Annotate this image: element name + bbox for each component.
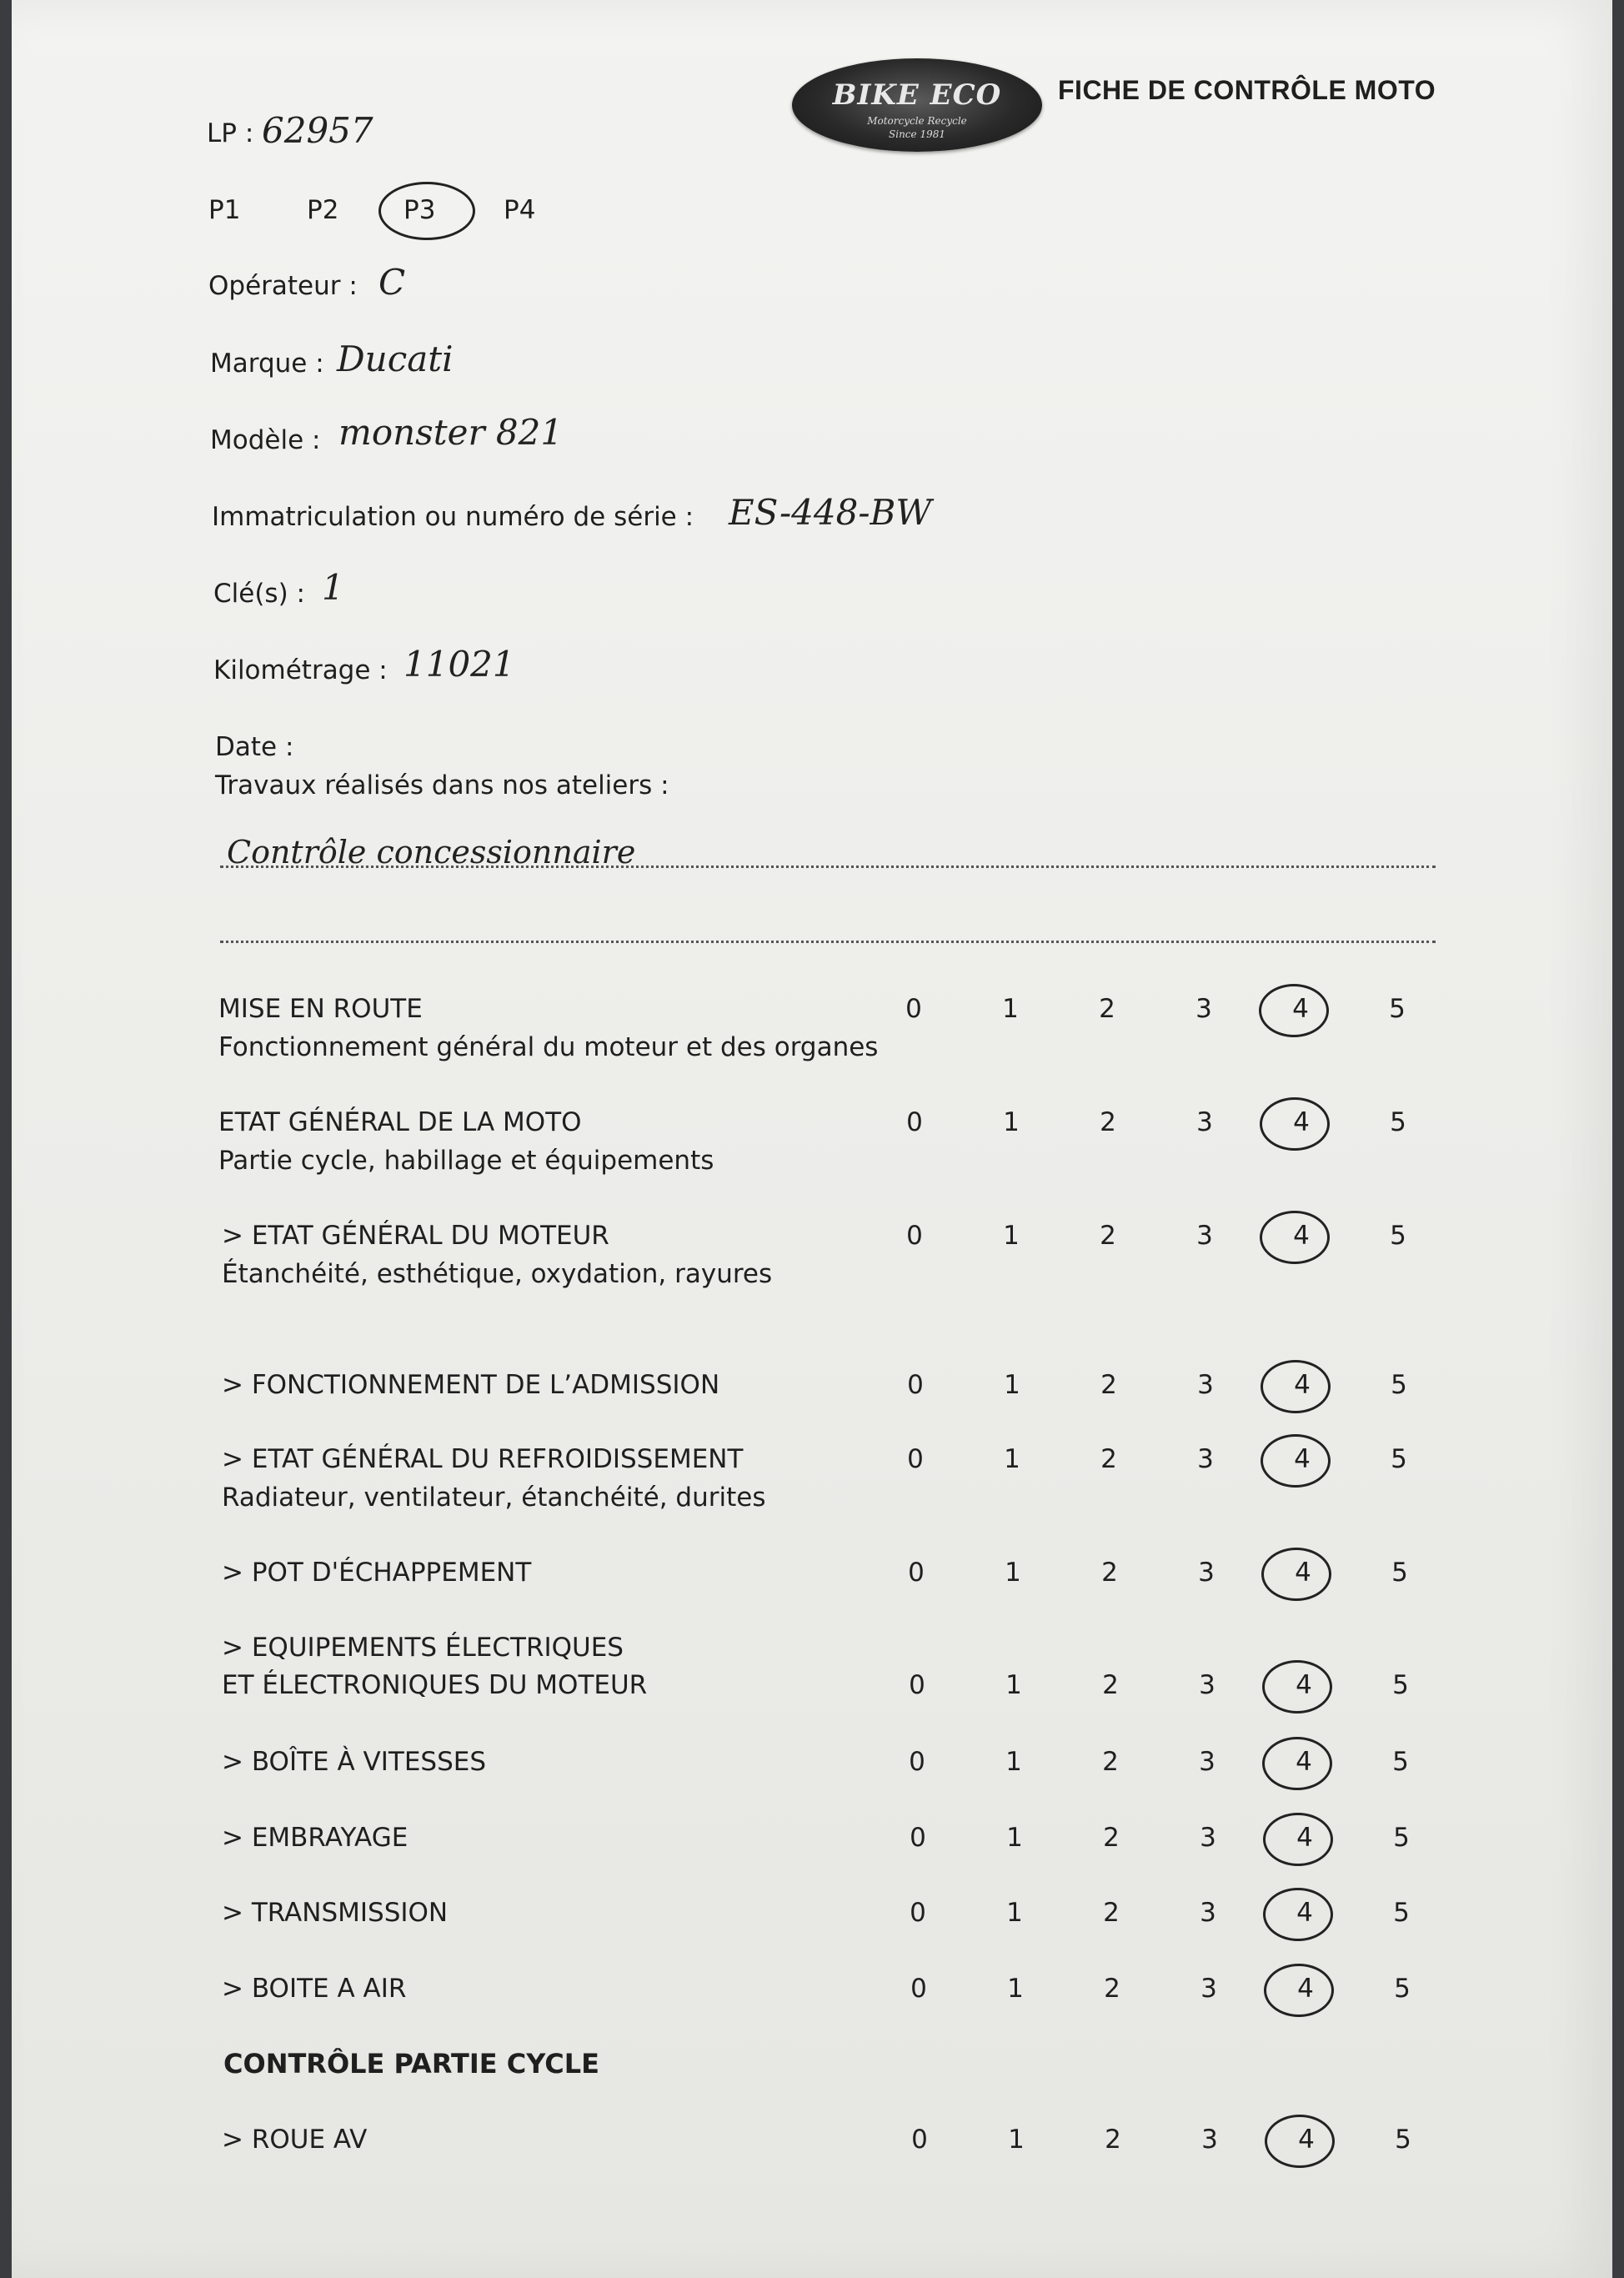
score-4: 4: [1296, 1747, 1312, 1777]
score-3: 3: [1197, 1370, 1214, 1400]
score-5: 5: [1390, 1221, 1406, 1251]
score-5: 5: [1393, 1823, 1410, 1853]
score-1: 1: [1002, 994, 1019, 1024]
score-3: 3: [1195, 994, 1212, 1024]
position-p4: P4: [504, 195, 536, 225]
score-4: 4: [1297, 1974, 1314, 2004]
travaux-line-2: [220, 941, 1436, 943]
score-0: 0: [909, 1670, 925, 1700]
score-2: 2: [1101, 1558, 1118, 1588]
row-title: ETAT GÉNÉRAL DE LA MOTO: [218, 1107, 582, 1137]
score-3: 3: [1197, 1444, 1214, 1474]
score-3: 3: [1200, 1898, 1216, 1928]
score-2: 2: [1099, 994, 1115, 1024]
score-2: 2: [1104, 1974, 1120, 2004]
score-selected-circle: [1261, 1434, 1331, 1488]
score-4: 4: [1293, 1107, 1310, 1137]
bike-eco-logo: [792, 58, 1042, 152]
score-5: 5: [1395, 2125, 1411, 2155]
score-4: 4: [1294, 1370, 1311, 1400]
score-5: 5: [1389, 994, 1406, 1024]
score-5: 5: [1391, 1444, 1407, 1474]
row-subtitle: Partie cycle, habillage et équipements: [218, 1146, 714, 1176]
score-3: 3: [1200, 1823, 1216, 1853]
row-title: > POT D'ÉCHAPPEMENT: [222, 1558, 532, 1588]
position-p3: P3: [403, 195, 436, 225]
row-subtitle: ET ÉLECTRONIQUES DU MOTEUR: [222, 1670, 648, 1700]
score-4: 4: [1298, 2125, 1315, 2155]
cles-label: Clé(s) :: [213, 579, 305, 609]
score-selected-circle: [1261, 1360, 1331, 1413]
score-2: 2: [1100, 1107, 1116, 1137]
score-2: 2: [1103, 1898, 1120, 1928]
score-0: 0: [907, 1444, 924, 1474]
modele-label: Modèle :: [210, 425, 321, 455]
score-2: 2: [1105, 2125, 1121, 2155]
score-3: 3: [1199, 1670, 1215, 1700]
score-4: 4: [1296, 1823, 1313, 1853]
score-2: 2: [1103, 1823, 1120, 1853]
score-4: 4: [1294, 1444, 1311, 1474]
score-2: 2: [1102, 1670, 1119, 1700]
score-5: 5: [1394, 1974, 1411, 2004]
position-p1: P1: [208, 195, 241, 225]
score-selected-circle: [1263, 1888, 1333, 1941]
position-selected-circle: [378, 182, 475, 240]
score-selected-circle: [1260, 1097, 1330, 1151]
row-title: MISE EN ROUTE: [218, 994, 423, 1024]
score-1: 1: [1003, 1107, 1020, 1137]
sheet-title: FICHE DE CONTRÔLE MOTO: [1058, 75, 1436, 105]
control-sheet: [12, 0, 1612, 2278]
score-1: 1: [1004, 1370, 1020, 1400]
score-2: 2: [1102, 1747, 1119, 1777]
lp-label: LP :: [207, 118, 254, 148]
immat-value: ES-448-BW: [729, 492, 932, 533]
score-4: 4: [1292, 994, 1309, 1024]
score-2: 2: [1100, 1370, 1117, 1400]
score-selected-circle: [1259, 984, 1329, 1037]
logo-since: Since 1981: [889, 128, 945, 140]
score-4: 4: [1296, 1898, 1313, 1928]
section-controle-partie-cycle: CONTRÔLE PARTIE CYCLE: [223, 2048, 599, 2080]
operateur-value: C: [378, 262, 406, 303]
score-1: 1: [1008, 2125, 1025, 2155]
row-title: > ETAT GÉNÉRAL DU MOTEUR: [222, 1221, 609, 1251]
score-5: 5: [1391, 1558, 1408, 1588]
row-title: > ETAT GÉNÉRAL DU REFROIDISSEMENT: [222, 1444, 744, 1474]
score-1: 1: [1007, 1974, 1024, 2004]
score-selected-circle: [1260, 1211, 1330, 1264]
row-title: > BOITE A AIR: [222, 1974, 407, 2004]
logo-tagline: Motorcycle Recycle: [867, 115, 967, 127]
score-4: 4: [1296, 1670, 1312, 1700]
travaux-value: Contrôle concessionnaire: [227, 834, 636, 871]
row-title: > FONCTIONNEMENT DE L’ADMISSION: [222, 1370, 720, 1400]
score-1: 1: [1005, 1747, 1022, 1777]
row-subtitle: Fonctionnement général du moteur et des organes: [218, 1032, 879, 1062]
score-0: 0: [906, 1221, 923, 1251]
row-title: > EMBRAYAGE: [222, 1823, 409, 1853]
score-0: 0: [906, 1107, 923, 1137]
score-0: 0: [908, 1558, 925, 1588]
modele-value: monster 821: [338, 412, 564, 453]
score-5: 5: [1393, 1898, 1410, 1928]
score-selected-circle: [1264, 1964, 1334, 2017]
score-selected-circle: [1262, 1737, 1332, 1790]
position-p2: P2: [307, 195, 339, 225]
score-4: 4: [1295, 1558, 1311, 1588]
score-5: 5: [1391, 1370, 1407, 1400]
score-5: 5: [1392, 1670, 1409, 1700]
score-3: 3: [1196, 1221, 1213, 1251]
score-0: 0: [911, 2125, 928, 2155]
travaux-label: Travaux réalisés dans nos ateliers :: [215, 770, 669, 800]
row-title: > EQUIPEMENTS ÉLECTRIQUES: [222, 1633, 624, 1663]
score-1: 1: [1005, 1558, 1021, 1588]
score-selected-circle: [1265, 2115, 1335, 2168]
km-value: 11021: [403, 644, 515, 685]
score-1: 1: [1006, 1823, 1023, 1853]
row-title: > TRANSMISSION: [222, 1898, 449, 1928]
operateur-label: Opérateur :: [208, 271, 358, 301]
score-1: 1: [1005, 1670, 1022, 1700]
row-subtitle: Radiateur, ventilateur, étanchéité, durites: [222, 1483, 766, 1513]
score-3: 3: [1200, 1974, 1217, 2004]
immat-label: Immatriculation ou numéro de série :: [212, 502, 694, 532]
score-4: 4: [1293, 1221, 1310, 1251]
row-title: > ROUE AV: [222, 2125, 368, 2155]
travaux-line-1: [220, 866, 1436, 868]
score-0: 0: [905, 994, 922, 1024]
km-label: Kilométrage :: [213, 655, 388, 685]
lp-value: 62957: [262, 110, 373, 151]
score-0: 0: [910, 1898, 926, 1928]
score-selected-circle: [1262, 1660, 1332, 1714]
row-subtitle: Étanchéité, esthétique, oxydation, rayures: [222, 1259, 773, 1289]
cles-value: 1: [322, 567, 344, 608]
marque-value: Ducati: [337, 339, 454, 379]
score-0: 0: [910, 1823, 926, 1853]
score-1: 1: [1006, 1898, 1023, 1928]
score-3: 3: [1199, 1747, 1215, 1777]
score-2: 2: [1100, 1444, 1117, 1474]
marque-label: Marque :: [210, 349, 324, 379]
score-selected-circle: [1263, 1813, 1333, 1866]
score-0: 0: [909, 1747, 925, 1777]
score-5: 5: [1390, 1107, 1406, 1137]
logo-text: BIKE ECO: [832, 78, 1002, 112]
date-label: Date :: [215, 732, 294, 762]
score-5: 5: [1392, 1747, 1409, 1777]
score-1: 1: [1003, 1221, 1020, 1251]
score-0: 0: [910, 1974, 927, 2004]
score-3: 3: [1196, 1107, 1213, 1137]
score-selected-circle: [1261, 1548, 1331, 1601]
score-0: 0: [907, 1370, 924, 1400]
score-3: 3: [1198, 1558, 1215, 1588]
score-1: 1: [1004, 1444, 1020, 1474]
score-2: 2: [1100, 1221, 1116, 1251]
score-3: 3: [1201, 2125, 1218, 2155]
row-title: > BOÎTE À VITESSES: [222, 1747, 487, 1777]
